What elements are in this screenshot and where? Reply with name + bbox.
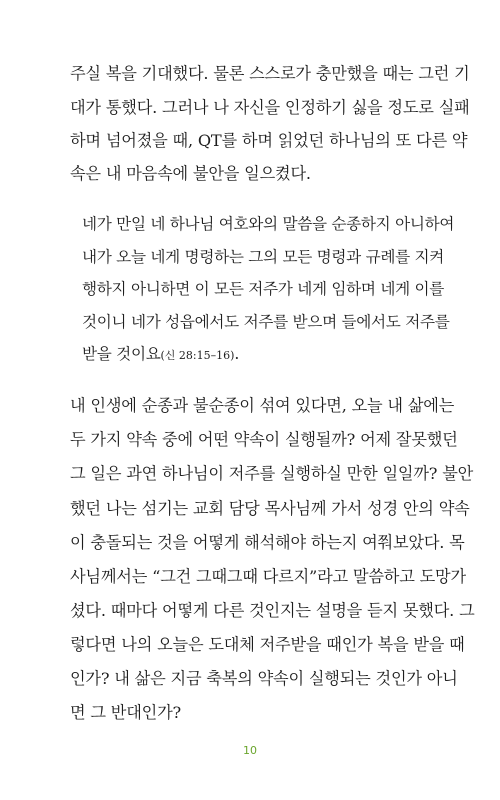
quote-line: 것이니 네가 성읍에서도 저주를 받으며 들에서도 저주를: [82, 313, 450, 331]
scripture-reference: (신 28:15–16): [160, 349, 235, 362]
quote-end-punct: .: [234, 345, 240, 363]
text-line: 이 충돌되는 것을 어떻게 해석해야 하는지 여쭤보았다. 목: [70, 533, 465, 552]
text-line: 사님께서는 “그건 그때그때 다르지”라고 말씀하고 도망가: [70, 567, 466, 586]
text-line: 두 가지 약속 중에 어떤 약속이 실행될까? 어제 잘못했던: [70, 430, 458, 449]
text-line: 내 인생에 순종과 불순종이 섞여 있다면, 오늘 내 삶에는: [70, 396, 455, 415]
quote-line: 네가 만일 네 하나님 여호와의 말씀을 순종하지 아니하여: [82, 215, 455, 233]
text-line: 속은 내 마음속에 불안을 일으켰다.: [70, 164, 311, 183]
text-line: 주실 복을 기대했다. 물론 스스로가 충만했을 때는 그런 기: [70, 64, 470, 83]
text-line: 그 일은 과연 하나님이 저주를 실행하실 만한 일일까? 불안: [70, 464, 474, 483]
page-number: 10: [243, 744, 257, 757]
text-line: 면 그 반대인가?: [70, 703, 181, 722]
quote-line: 행하지 아니하면 이 모든 저주가 네게 임하며 네게 이를: [82, 280, 445, 298]
quote-text: 받을 것이요: [82, 345, 161, 363]
text-line: 셨다. 때마다 어떻게 다른 것인지는 설명을 듣지 못했다. 그: [70, 601, 475, 620]
text-line: 대가 통했다. 그러나 나 자신을 인정하기 싫을 정도로 실패: [70, 98, 470, 117]
text-line: 렇다면 나의 오늘은 도대체 저주받을 때인가 복을 받을 때: [70, 635, 465, 654]
text-line: 했던 나는 섬기는 교회 담당 목사님께 가서 성경 안의 약속: [70, 499, 470, 518]
text-line: 하며 넘어졌을 때, QT를 하며 읽었던 하나님의 또 다른 약: [70, 131, 468, 150]
quote-line-last: [82, 344, 239, 366]
quote-line: 내가 오늘 네게 명령하는 그의 모든 명령과 규례를 지켜: [82, 248, 445, 266]
text-line: 인가? 내 삶은 지금 축복의 약속이 실행되는 것인가 아니: [70, 669, 458, 688]
